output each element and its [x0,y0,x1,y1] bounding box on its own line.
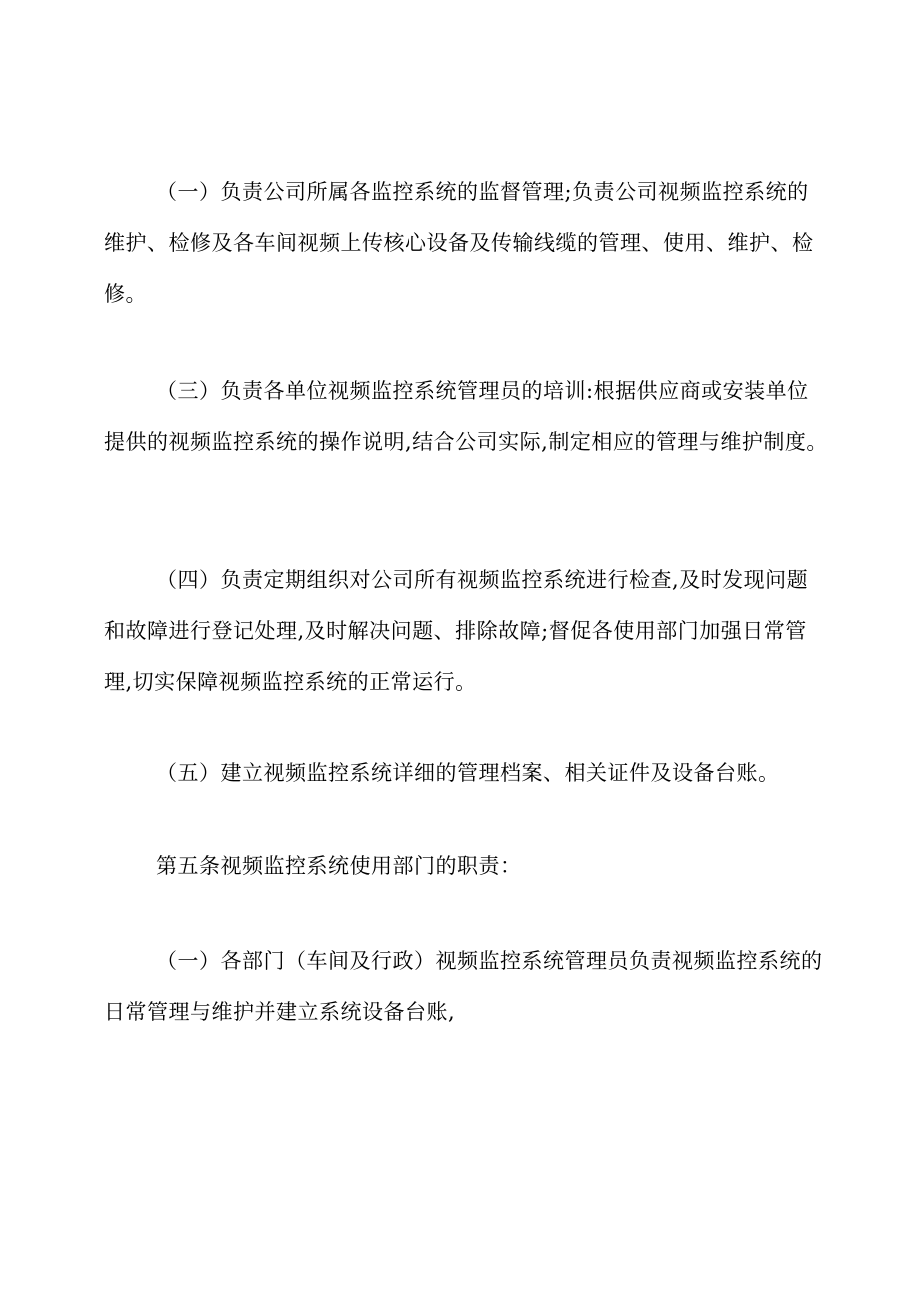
article-heading: 第五条视频监控系统使用部门的职责： [156,854,522,878]
paragraph-duty-5: （五）建立视频监控系统详细的管理档案、相关证件及设备台账。 [156,761,780,785]
paragraph-duty-1: （一）负责公司所属各监控系统的监督管理;负责公司视频监控系统的维护、检修及各车间视频上传核心设备及传输线缆的管理、使用、维护、检修。 [104,180,814,306]
paragraph-duty-3: （三）负责各单位视频监控系统管理员的培训:根据供应商或安装单位提供的视频监控系统的操作说明,结合公司实际,制定相应的管理与维护制度。 [104,379,828,454]
paragraph-dept-duty-1: （一）各部门（车间及行政）视频监控系统管理员负责视频监控系统的日常管理与维护并建立系统设备台账, [104,949,823,1024]
paragraph-duty-4: （四）负责定期组织对公司所有视频监控系统进行检查,及时发现问题和故障进行登记处理,及时解决问题、排除故障;督促各使用部门加强日常管理,切实保障视频监控系统的正常运行。 [104,568,809,694]
